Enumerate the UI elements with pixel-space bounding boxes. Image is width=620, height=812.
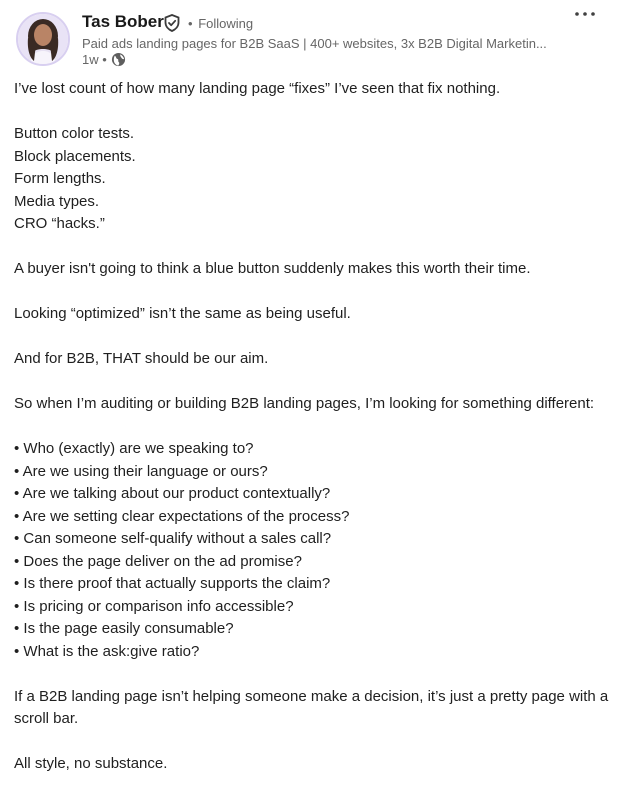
- checklist-item: • Are we talking about our product contextually?: [14, 485, 331, 502]
- avatar[interactable]: [16, 12, 70, 66]
- post-meta: [82, 52, 126, 67]
- checklist-item: • What is the ask:give ratio?: [14, 642, 200, 660]
- post-paragraph: If a B2B landing page isn’t helping someone make a decision, it’s just a pretty page with a scroll bar.: [14, 687, 609, 727]
- author-headline: Paid ads landing pages for B2B SaaS | 400+ websites, 3x B2B Digital Marketin...: [82, 36, 547, 51]
- post-intro: I’ve lost count of how many landing page “fixes” I’ve seen that fix nothing.: [14, 80, 501, 97]
- checklist-item: • Is pricing or comparison info accessible?: [14, 597, 294, 615]
- separator-dot: •: [188, 16, 193, 31]
- globe-icon: [111, 52, 126, 67]
- post-paragraph: A buyer isn't going to think a blue button suddenly makes this worth their time.: [14, 260, 531, 277]
- test-item: Block placements.: [14, 147, 136, 165]
- checklist-item: • Is there proof that actually supports the claim?: [14, 575, 331, 592]
- more-options-button[interactable]: [570, 10, 600, 32]
- test-item: CRO “hacks.”: [14, 215, 105, 232]
- author-name[interactable]: Tas Bober: [82, 12, 164, 31]
- separator-dot: •: [98, 52, 107, 67]
- test-item: Media types.: [14, 192, 100, 210]
- checklist-item: • Are we using their language or ours?: [14, 462, 268, 480]
- follow-status: [186, 16, 253, 31]
- avatar-image: [18, 14, 68, 64]
- follow-status-label[interactable]: Following: [198, 16, 254, 31]
- test-item: Form lengths.: [14, 170, 106, 187]
- post-paragraph: So when I’m auditing or building B2B landing pages, I’m looking for something different:: [14, 395, 595, 412]
- verified-shield-icon: [163, 14, 181, 32]
- checklist-item: • Can someone self-qualify without a sales call?: [14, 530, 332, 547]
- checklist-item: • Is the page easily consumable?: [14, 620, 234, 637]
- post-body: [14, 78, 610, 776]
- more-dots-icon: [574, 10, 596, 18]
- checklist-item: • Are we setting clear expectations of the process?: [14, 507, 350, 525]
- checklist-item: • Does the page deliver on the ad promise?: [14, 552, 302, 570]
- checklist-item: • Who (exactly) are we speaking to?: [14, 440, 254, 457]
- post-paragraph: And for B2B, THAT should be our aim.: [14, 350, 269, 367]
- post-paragraph: Looking “optimized” isn’t the same as being useful.: [14, 305, 351, 322]
- post-header: [14, 10, 606, 72]
- post-closing: All style, no substance.: [14, 755, 168, 772]
- post-time: 1w: [82, 52, 99, 67]
- test-item: Button color tests.: [14, 125, 135, 142]
